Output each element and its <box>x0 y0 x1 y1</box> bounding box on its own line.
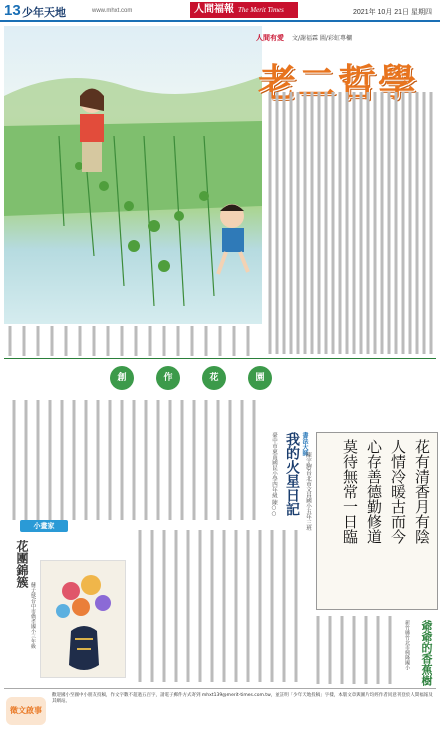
vase-drawing <box>41 561 127 679</box>
banana-article-title: 爺爺的香蕉樹 <box>420 620 433 686</box>
story-text-columns <box>4 400 266 520</box>
calligraphy-line-1: 花有清香月有陰 <box>413 439 431 544</box>
section-title: 少年天地 <box>22 7 66 19</box>
art-title: 花團錦簇 <box>15 540 29 588</box>
page-header <box>0 0 440 22</box>
rice-field-drawing <box>4 26 262 324</box>
page-footer <box>4 688 436 730</box>
flower-vase-painting <box>40 560 126 678</box>
art-byline: 蘇子葳/台中市僑孝國小三年級 <box>30 582 36 649</box>
banana-article-body <box>312 616 402 684</box>
calligraphy-credit: 陳宇駒/台北市文昌國小五年三班 <box>305 452 311 531</box>
call-for-submissions-logo: 徵文啟事 <box>6 697 46 725</box>
issue-date: 2021年 10月 21日 星期四 <box>353 9 432 16</box>
banner-char-2: 作 <box>156 366 180 390</box>
diary-byline: 臺中市東南國民小學四年級 陳○○ <box>271 432 277 518</box>
masthead-english: The Merit Times <box>238 6 284 14</box>
feature-title: 老二哲學 <box>258 61 419 105</box>
masthead-logo <box>190 2 298 18</box>
banner-char-3: 花 <box>202 366 226 390</box>
calligraphy-artwork <box>316 432 438 610</box>
calligraphy-line-2: 人情冷暖古而今 <box>389 439 407 544</box>
feature-byline: 文/謝福霖 圖/彩虹專欄 <box>292 35 352 42</box>
masthead-chinese: 人間福報 <box>194 4 234 15</box>
footer-notice: 歡迎國小至國中小朋友投稿，作文字數不超過五百字，請電子郵件方式寄到 mhxt139@merit-times.com.tw，並註明「少年天地投稿」字樣，本版文章與圖片均經作者同意刊登於人間福報及其網站。 <box>52 693 433 704</box>
creative-garden-banner <box>80 364 280 394</box>
banana-article-byline: 新竹縣竹北市興隆國小 <box>404 620 410 670</box>
column-tag: 人間有愛 <box>256 34 284 42</box>
feature-article-continued <box>4 326 262 356</box>
story-text-columns-lower <box>132 530 308 682</box>
page-number: 13 <box>4 2 21 19</box>
diary-title: 我的火星日記 <box>284 432 300 516</box>
feature-article-body <box>264 92 436 354</box>
art-section-label: 小畫家 <box>20 520 68 532</box>
feature-illustration <box>4 26 262 324</box>
calligraphy-line-3: 心存善德勤修道 <box>365 439 383 544</box>
calligraphy-label: 書法大師 <box>301 432 308 456</box>
section-divider <box>4 358 436 359</box>
site-url[interactable]: www.mhxt.com <box>92 8 133 14</box>
banner-char-4: 園 <box>248 366 272 390</box>
calligraphy-line-4: 莫待無常一日臨 <box>341 439 359 544</box>
banner-char-1: 創 <box>110 366 134 390</box>
